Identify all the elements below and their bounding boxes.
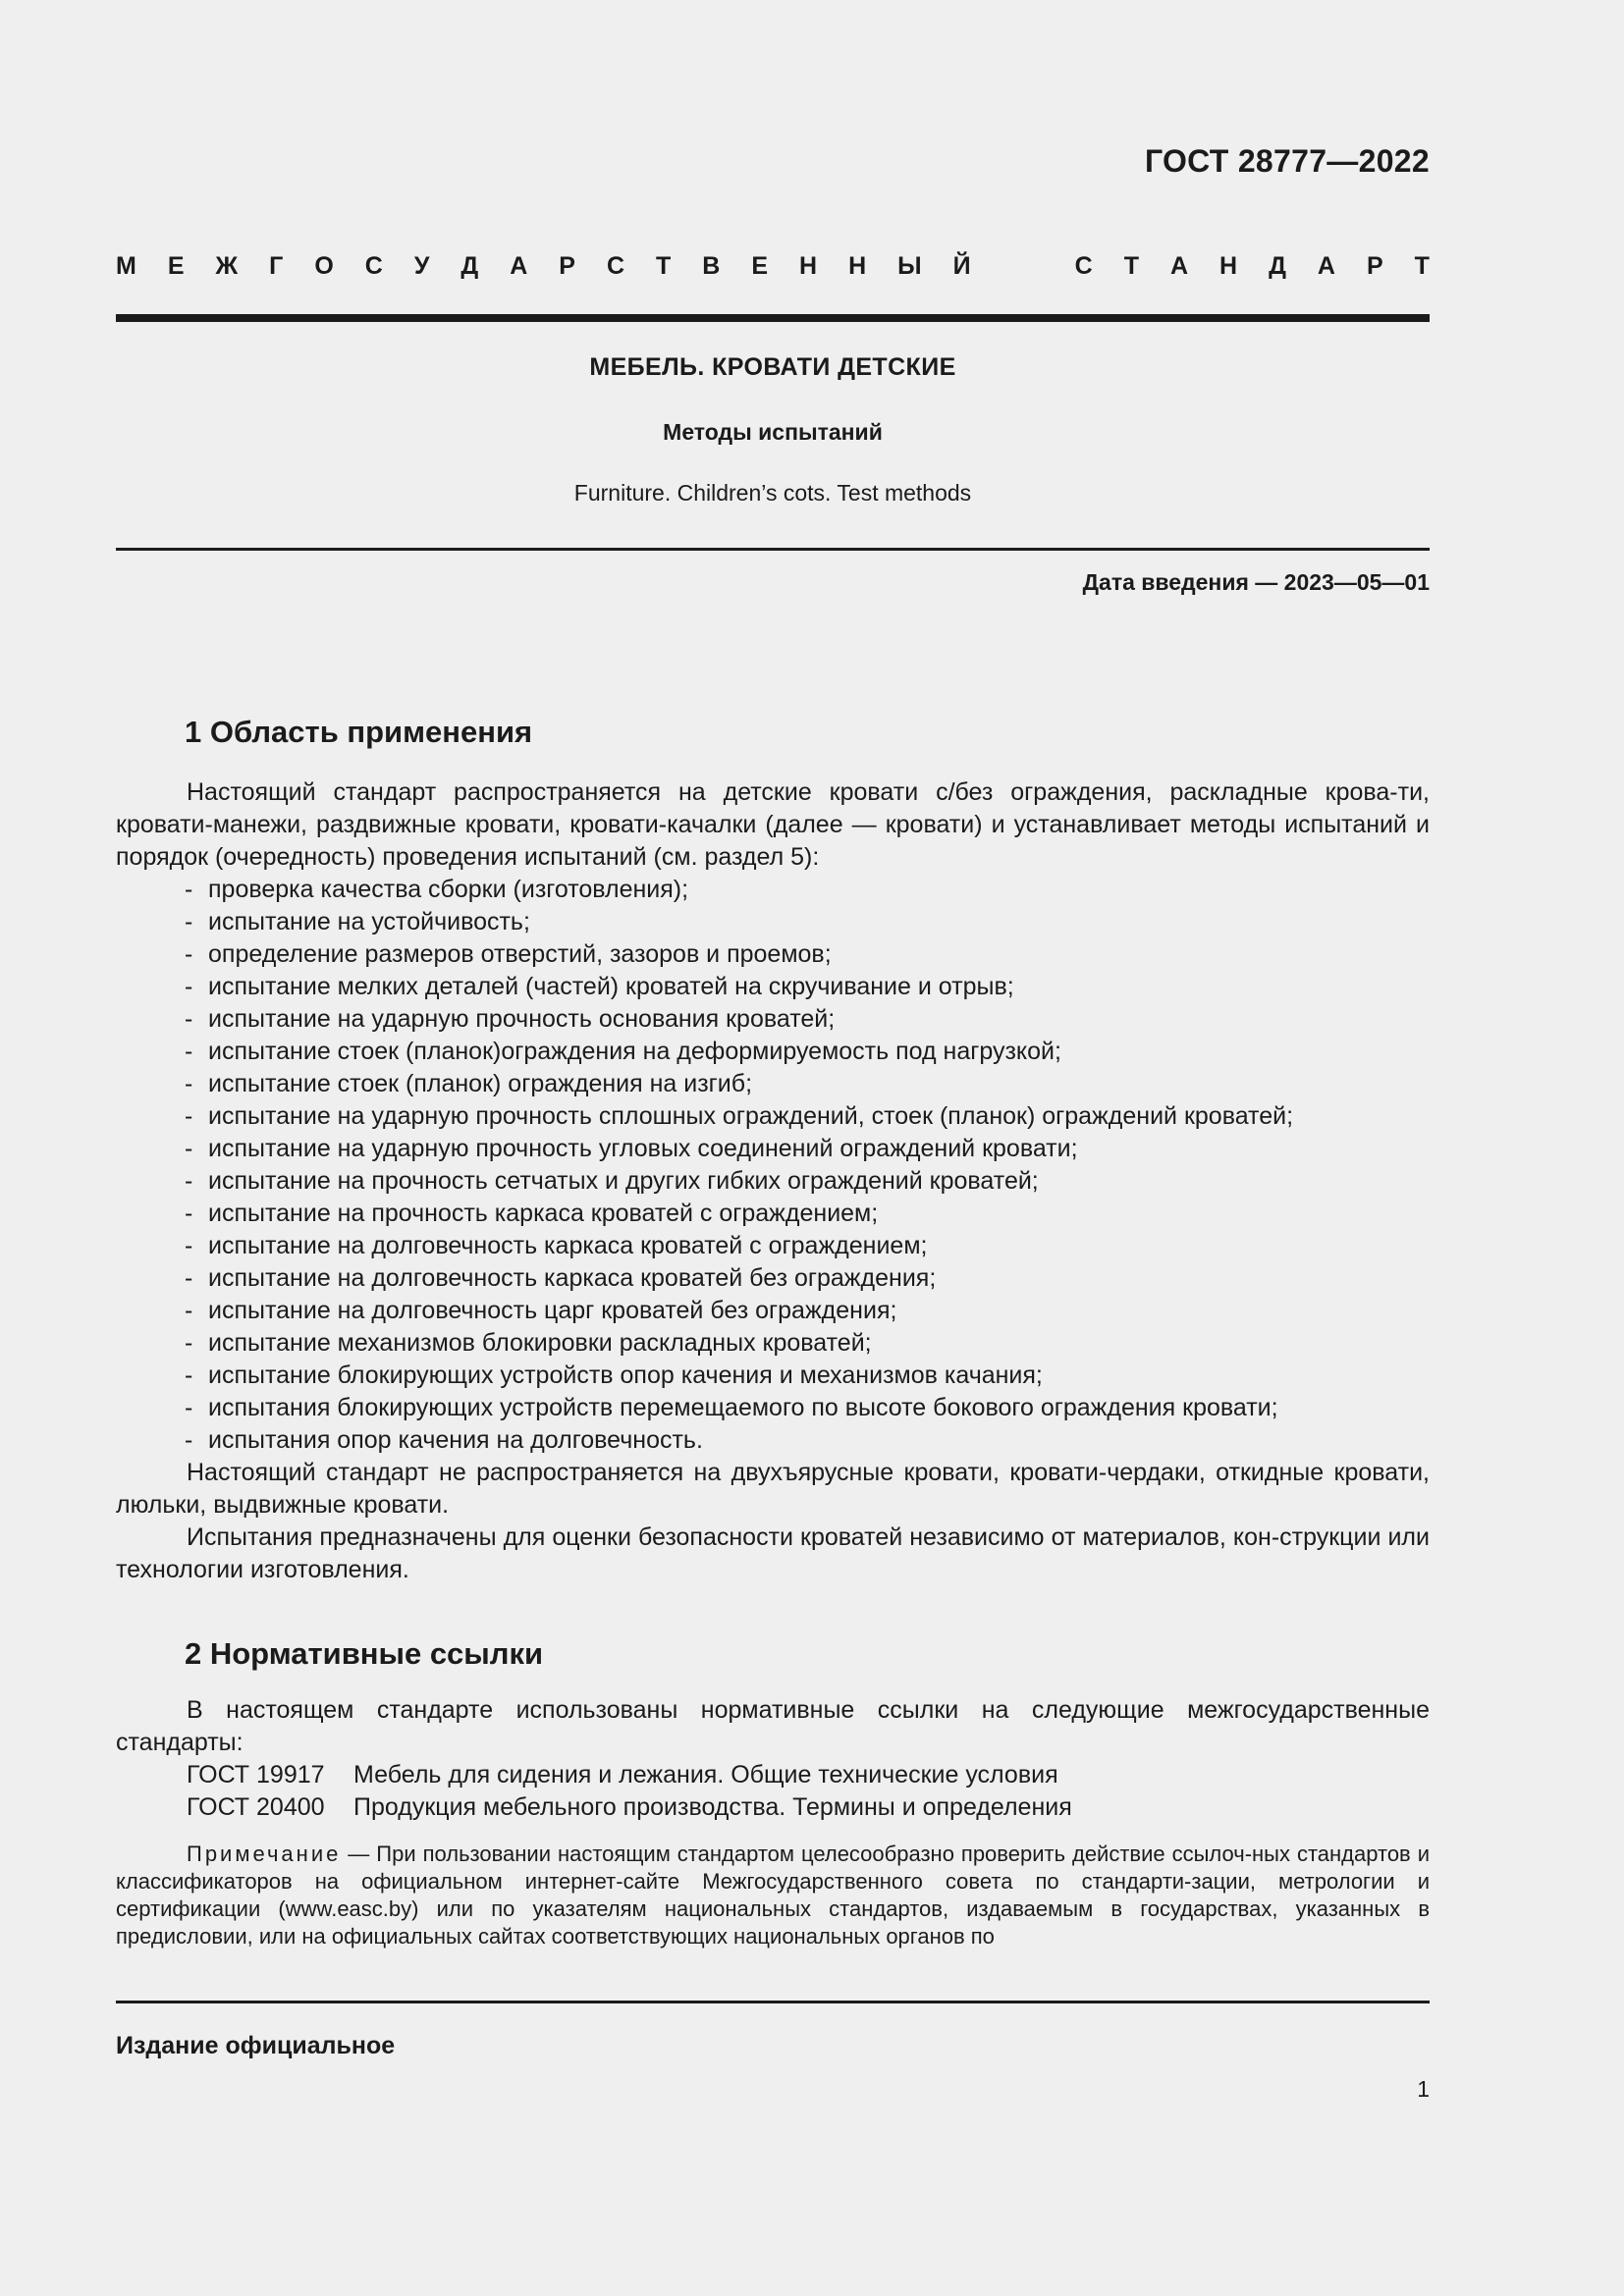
banner-letter: С xyxy=(606,252,625,280)
gost-number: ГОСТ 28777—2022 xyxy=(1144,143,1430,179)
list-item-text: испытание стоек (планок)ограждения на деформируемость под нагрузкой; xyxy=(208,1038,1061,1065)
normative-reference xyxy=(116,1791,1430,1824)
section-1-purpose-paragraph: Испытания предназначены для оценки безопасности кроватей независимо от материалов, кон-струкции или технологии изготовления. xyxy=(116,1523,1430,1583)
list-item xyxy=(116,1295,1430,1327)
section-2-paragraph: В настоящем стандарте использованы нормативные ссылки на следующие межгосударственные стандарты: xyxy=(116,1696,1430,1756)
list-dash: - xyxy=(185,1264,193,1292)
list-item xyxy=(116,938,1430,971)
list-dash: - xyxy=(185,1167,193,1195)
banner-letter: Ы xyxy=(897,252,922,280)
reference-title: Мебель для сидения и лежания. Общие технические условия xyxy=(353,1761,1058,1789)
list-item-text: определение размеров отверстий, зазоров и проемов; xyxy=(208,940,832,968)
interstate-standard-banner xyxy=(116,252,1430,281)
note-label: Примечание xyxy=(187,1842,342,1866)
banner-letter: Е xyxy=(167,252,185,280)
banner-letter: С xyxy=(1074,252,1093,280)
reference-code: ГОСТ 20400 xyxy=(187,1793,325,1821)
banner-letter: Д xyxy=(1269,252,1286,280)
list-dash: - xyxy=(185,1232,193,1259)
reference-code: ГОСТ 19917 xyxy=(187,1761,325,1789)
banner-letter: Е xyxy=(751,252,769,280)
list-dash: - xyxy=(185,1005,193,1033)
list-item xyxy=(116,1165,1430,1198)
banner-letter: Р xyxy=(559,252,575,280)
section-1-body xyxy=(116,776,1430,1586)
list-item xyxy=(116,971,1430,1003)
section-1-paragraph: Настоящий стандарт распространяется на детские кровати с/без ограждения, раскладные крова-ти, кровати-манежи, раздвижные кровати, кровати-качалки (далее — кровати) и устанавливает методы испытаний и порядок (очередность) проведения испытаний (см. раздел 5): xyxy=(116,778,1430,871)
list-item-text: испытание на долговечность каркаса кроватей с ограждением; xyxy=(208,1232,928,1259)
list-item xyxy=(116,906,1430,938)
banner-letter: У xyxy=(413,252,430,280)
normative-reference xyxy=(116,1759,1430,1791)
banner-letter: Н xyxy=(848,252,867,280)
title-divider xyxy=(116,548,1430,551)
list-item-text: испытания блокирующих устройств перемещаемого по высоте бокового ограждения кровати; xyxy=(208,1394,1278,1421)
list-item xyxy=(116,1230,1430,1262)
list-dash: - xyxy=(185,1038,193,1065)
banner-letter: Н xyxy=(799,252,818,280)
list-item xyxy=(116,1198,1430,1230)
list-item xyxy=(116,874,1430,906)
list-item xyxy=(116,1327,1430,1360)
list-item xyxy=(116,1100,1430,1133)
list-dash: - xyxy=(185,1297,193,1324)
banner-letter: Ж xyxy=(215,252,239,280)
official-edition-label: Издание официальное xyxy=(116,2032,396,2059)
list-item-text: испытание блокирующих устройств опор качения и механизмов качания; xyxy=(208,1362,1043,1389)
list-dash: - xyxy=(185,1394,193,1421)
list-dash: - xyxy=(185,1362,193,1389)
list-item xyxy=(116,1133,1430,1165)
note-text: — При пользовании настоящим стандартом целесообразно проверить действие ссылоч-ных стандартов и классификаторов на официальном интернет-сайте Межгосударственного совета по стандарти-зации, метрологии и сертификации (www.easc.by) или по указателям национальных стандартов, издаваемым в государствах, указанных в предисловии, или на официальных сайтах соответствующих национальных органов по xyxy=(116,1842,1430,1949)
footer-divider xyxy=(116,2001,1430,2003)
list-dash: - xyxy=(185,908,193,935)
list-item xyxy=(116,1424,1430,1457)
banner-letter: Й xyxy=(952,252,971,280)
header-divider-thick xyxy=(116,314,1430,322)
list-dash: - xyxy=(185,1135,193,1162)
note-paragraph xyxy=(116,1841,1430,1950)
section-2-body xyxy=(116,1694,1430,1824)
page-number: 1 xyxy=(1417,2076,1430,2102)
list-item xyxy=(116,1392,1430,1424)
banner-letter: М xyxy=(116,252,136,280)
list-item-text: испытание на устойчивость; xyxy=(208,908,530,935)
list-dash: - xyxy=(185,1070,193,1097)
banner-letter: Т xyxy=(1123,252,1139,280)
list-item xyxy=(116,1360,1430,1392)
list-item xyxy=(116,1068,1430,1100)
list-item-text: проверка качества сборки (изготовления); xyxy=(208,876,689,903)
list-item-text: испытание на долговечность царг кроватей без ограждения; xyxy=(208,1297,897,1324)
list-item-text: испытание на ударную прочность угловых соединений ограждений кровати; xyxy=(208,1135,1078,1162)
list-item-text: испытание стоек (планок) ограждения на изгиб; xyxy=(208,1070,753,1097)
list-item-text: испытание на ударную прочность сплошных ограждений, стоек (планок) ограждений кроватей; xyxy=(208,1102,1294,1130)
document-subtitle: Методы испытаний xyxy=(663,419,883,445)
list-item xyxy=(116,1003,1430,1036)
test-methods-list xyxy=(116,874,1430,1457)
banner-letter: Н xyxy=(1219,252,1238,280)
list-item xyxy=(116,1036,1430,1068)
list-dash: - xyxy=(185,973,193,1000)
list-dash: - xyxy=(185,1102,193,1130)
list-item-text: испытание на ударную прочность основания кроватей; xyxy=(208,1005,836,1033)
banner-letter: Т xyxy=(656,252,672,280)
banner-letter: А xyxy=(1169,252,1189,280)
document-title-english: Furniture. Children’s cots. Test methods xyxy=(573,480,972,506)
document-title: МЕБЕЛЬ. КРОВАТИ ДЕТСКИЕ xyxy=(589,353,956,381)
list-dash: - xyxy=(185,1329,193,1357)
banner-letter: О xyxy=(314,252,334,280)
banner-letter: А xyxy=(510,252,528,280)
banner-letter: Т xyxy=(1414,252,1430,280)
list-item-text: испытание механизмов блокировки раскладных кроватей; xyxy=(208,1329,872,1357)
reference-title: Продукция мебельного производства. Термины и определения xyxy=(353,1793,1072,1821)
banner-letter: Г xyxy=(269,252,284,280)
list-item-text: испытание на прочность каркаса кроватей с ограждением; xyxy=(208,1200,879,1227)
list-dash: - xyxy=(185,940,193,968)
banner-letter: Д xyxy=(460,252,479,280)
list-dash: - xyxy=(185,876,193,903)
introduction-date: Дата введения — 2023—05—01 xyxy=(1082,569,1430,595)
list-item-text: испытание мелких деталей (частей) кроватей на скручивание и отрыв; xyxy=(208,973,1014,1000)
list-dash: - xyxy=(185,1200,193,1227)
section-1-exclusions-paragraph: Настоящий стандарт не распространяется на двухъярусные кровати, кровати-чердаки, откидные кровати, люльки, выдвижные кровати. xyxy=(116,1459,1430,1519)
banner-letter: Р xyxy=(1366,252,1383,280)
section-1-heading: 1 Область применения xyxy=(185,715,533,749)
banner-word-gap xyxy=(1002,252,1044,281)
list-item-text: испытания опор качения на долговечность. xyxy=(208,1426,703,1454)
list-item xyxy=(116,1262,1430,1295)
list-item-text: испытание на прочность сетчатых и других гибких ограждений кроватей; xyxy=(208,1167,1039,1195)
section-2-heading: 2 Нормативные ссылки xyxy=(185,1636,544,1671)
banner-letter: В xyxy=(702,252,721,280)
list-item-text: испытание на долговечность каркаса кроватей без ограждения; xyxy=(208,1264,937,1292)
banner-letter: А xyxy=(1317,252,1335,280)
banner-letter: С xyxy=(364,252,383,280)
list-dash: - xyxy=(185,1426,193,1454)
